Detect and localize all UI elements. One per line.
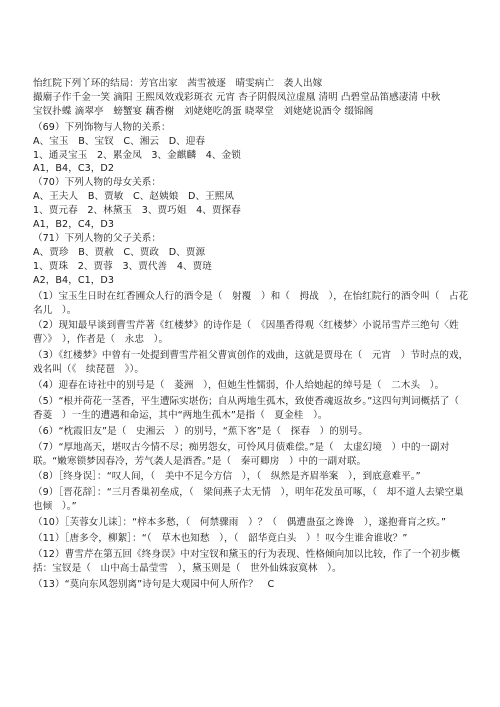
fill-in-9: （9）［晋花辞］：“三月香巢初垒成，（ 梁间燕子太无情 ），明年花发虽可啄，（ 却不道人去梁空巢也倾 ）。” — [33, 487, 464, 513]
fill-in-5: （5）“根并荷花一茎香，平生遭际实堪伤；自从两地生孤木，致使香魂返故乡。”这四句判词概括了（ 香菱 ）一生的遭遇和命运，其中“两地生孤木”是指（ 夏金桂 ）。 — [33, 395, 469, 421]
question-71-heading: （71）下列人物的父子关系： — [33, 232, 162, 244]
question-70-answer: A1，B2，C4，D3 — [33, 219, 114, 231]
text-line-event-locations: 宝钗扑蝶 滴翠亭 螃蟹宴 藕香榭 刘姥姥吃鸽蛋 晓翠堂 刘姥姥说酒令 缀锦阁 — [33, 105, 374, 117]
document-body — [33, 77, 473, 592]
question-70-daughters: 1、贾元春 2、林黛玉 3、贾巧姐 4、贾探春 — [33, 205, 241, 217]
fill-in-2: （2）现知最早谈到曹雪芹著《红楼梦》的诗作是（ 《因墨香得观〈红楼梦〉小说吊雪芹三绝句〈姓曹〉》 ），作者是（ 永忠 ）。 — [33, 320, 459, 346]
question-70-mothers: A、王夫人 B、贾敏 C、赵姨娘 D、王熙凤 — [33, 191, 235, 203]
text-line-maid-fates: 怡红院下列丫环的结局：芳官出家 茜雪被逐 晴雯病亡 袭人出嫁 — [33, 78, 323, 89]
fill-in-7: （7）“厚地高天，堪叹古今情不尽；痴男怨女，可怜风月债难偿。”是（ 太虚幻境 ）中的一副对联。“嫩寒锁梦因春冷，芳气袭人是酒香。”是（ 秦可卿房 ）中的一副对联。 — [33, 441, 450, 467]
question-69-people: A、宝玉 B、宝钗 C、湘云 D、迎春 — [33, 135, 206, 147]
question-69-answer: A1，B4，C3，D2 — [33, 163, 114, 175]
fill-in-13: （13）“莫向东风怨别离”诗句是大观园中何人所作？ C — [33, 578, 275, 590]
question-69-items: 1、通灵宝玉 2、累金凤 3、金麒麟 4、金锁 — [33, 149, 241, 161]
fill-in-1: （1）宝玉生日时在红香圃众人行的酒令是（ 射覆 ）和（ 拇战 ），在怡红院行的酒令叫（ 占花名儿 ）。 — [33, 290, 469, 316]
fill-in-12: （12）曹雪芹在第五回《终身误》中对宝钗和黛玉的行为表现、性格倾向加以比较，作了一个初步概括：宝钗是（ 山中高士晶莹雪 ），黛玉则是（ 世外仙姝寂寞林 ）。 — [33, 549, 460, 574]
question-71-answer: A2，B4，C1，D3 — [33, 274, 114, 286]
question-70-heading: （70）下列人物的母女关系： — [33, 177, 162, 189]
fill-in-11: （11）［唐多令，柳絮］：“（ 草木也知愁 ），（ 韶华竟白头 ）！叹今生谁舍谁收？” — [33, 533, 408, 545]
question-71-fathers: A、贾珍 B、贾赦 C、贾政 D、贾源 — [33, 246, 206, 258]
fill-in-3: （3）《红楼梦》中曾有一处提到曹雪芹祖父曹寅创作的戏曲，这就是贾母在（ 元宵 ）节时点的戏，戏名叫（《 续琵琶 》）。 — [33, 350, 469, 376]
fill-in-8: （8）［终身误］：“叹人间，（ 美中不足今方信 ），（ 纵然是齐眉举案 ），到底意难平。” — [33, 471, 421, 483]
fill-in-6: （6）“枕霞旧友”是（ 史湘云 ）的别号，“蕉下客”是（ 探春 ）的别号。 — [33, 425, 368, 437]
question-71-sons: 1、贾珠 2、贾蓉 3、贾代善 4、贾琏 — [33, 260, 212, 272]
text-line-festival-scenes: 撮廟子作千金一笑 滴阳 王熙凤效戏彩斑衣 元宵 杏子阴假凤泣虚凰 清明 凸碧堂品笛感凄清 中秋 — [33, 91, 441, 103]
fill-in-10: （10）［芙蓉女儿诔］：“梓本多愁，（ 何禁骤雨 ）？（ 偶遭蛊虿之谗谗 ），遂抱膏肓之疚。” — [33, 517, 447, 529]
question-69-heading: （69）下列饰物与人物的关系： — [33, 121, 171, 133]
fill-in-4: （4）迎春在诗社中的别号是（ 菱洲 ），但她生性懦弱，仆人给她起的绰号是（ 二木头 ）。 — [33, 380, 445, 392]
